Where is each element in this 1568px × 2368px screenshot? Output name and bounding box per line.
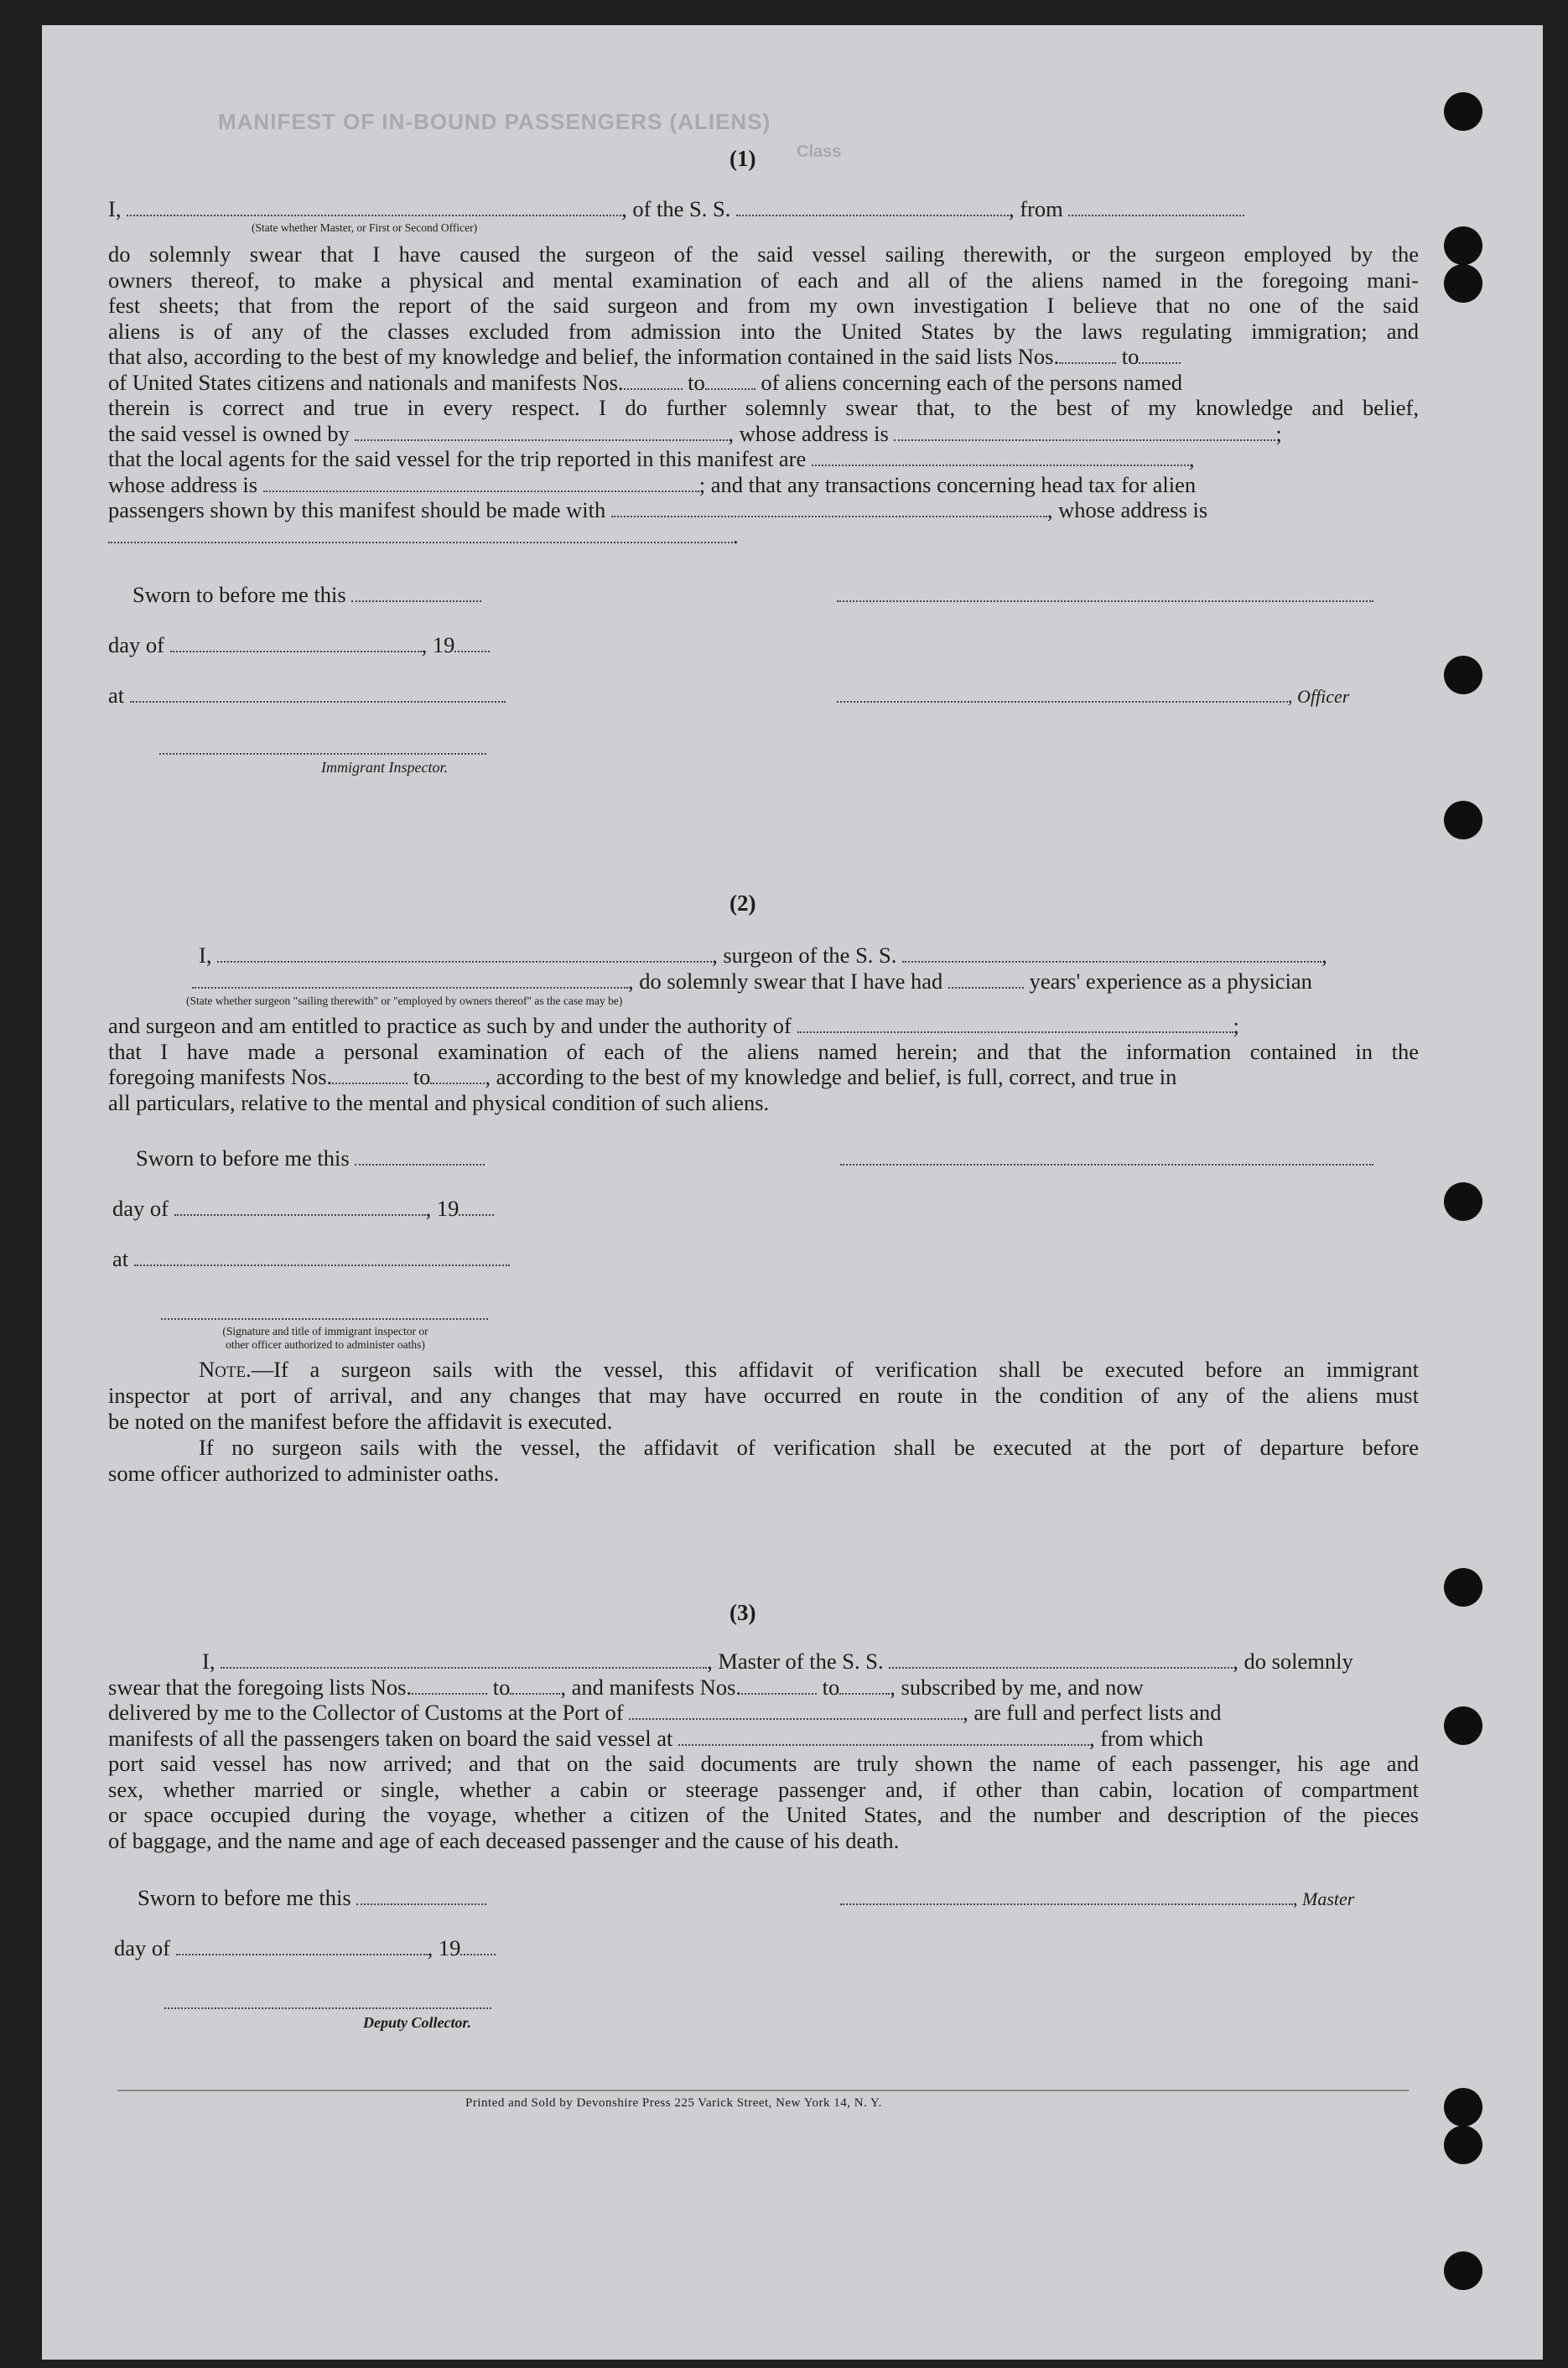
agents-address-field[interactable] bbox=[263, 474, 699, 492]
day-of-line: day of , 19 bbox=[108, 632, 490, 658]
year-field[interactable] bbox=[460, 1937, 496, 1955]
body-line: all particulars, relative to the mental and physical condition of such aliens. bbox=[108, 1089, 770, 1115]
body-line: or space occupied during the voyage, whether a citizen of the United States, and the number and description of the pieces bbox=[108, 1802, 1419, 1827]
note-block bbox=[108, 1357, 1419, 1487]
owner-address-field[interactable] bbox=[894, 423, 1275, 441]
inspector-caption: Immigrant Inspector. bbox=[321, 759, 448, 776]
day-of-line: day of , 19 bbox=[114, 1935, 496, 1961]
surgeon-signature-line[interactable] bbox=[840, 1162, 1373, 1166]
officer-name-field[interactable] bbox=[127, 198, 621, 216]
master-manifests-from-field[interactable] bbox=[741, 1676, 817, 1695]
surgeon-manifests-from-field[interactable] bbox=[332, 1066, 408, 1084]
master-line: , Master bbox=[840, 1885, 1354, 1911]
section-2-first-line: I, , surgeon of the S. S. , , do solemnly swear that I have had years' experience as a physician bbox=[108, 943, 1419, 994]
embarkation-port-field[interactable] bbox=[678, 1727, 1089, 1746]
inspector-signature-line[interactable] bbox=[159, 751, 486, 755]
note-label: Note. bbox=[199, 1357, 252, 1382]
authority-field[interactable] bbox=[797, 1015, 1233, 1033]
binder-hole bbox=[1444, 226, 1482, 265]
binder-hole bbox=[1444, 264, 1482, 303]
master-name-field[interactable] bbox=[221, 1650, 707, 1669]
lists-to-field[interactable] bbox=[1139, 345, 1181, 364]
manifests-to-field[interactable] bbox=[705, 371, 755, 390]
lists-from-field[interactable] bbox=[1059, 345, 1116, 364]
body-line: therein is correct and true in every respect. I do further solemnly swear that, to the best of my knowledge and belief, bbox=[108, 395, 1419, 420]
at-place-field[interactable] bbox=[134, 1248, 510, 1266]
surgeon-manifests-to-field[interactable] bbox=[430, 1066, 485, 1084]
sworn-day-field[interactable] bbox=[355, 1147, 485, 1166]
footer-rule bbox=[117, 2090, 1409, 2091]
note-line: inspector at port of arrival, and any changes that may have occurred en route in the condition of any of the aliens must bbox=[108, 1383, 1419, 1408]
master-signature-field[interactable] bbox=[840, 1887, 1293, 1905]
binder-hole bbox=[1444, 1706, 1482, 1745]
officer-line: , Officer bbox=[837, 683, 1349, 709]
section-3-number: (3) bbox=[729, 1600, 756, 1625]
sworn-line: Sworn to before me this bbox=[138, 1885, 486, 1911]
binder-hole bbox=[1444, 2251, 1482, 2290]
master-manifests-to-field[interactable] bbox=[839, 1676, 890, 1695]
sworn-day-field[interactable] bbox=[351, 584, 481, 602]
agents-field[interactable] bbox=[812, 448, 1189, 466]
year-field[interactable] bbox=[459, 1197, 494, 1216]
section-3-body: I, , Master of the S. S. , do solemnly swear that the foregoing lists Nos. to , and manifests Nos. to , subscribed by me, and now delivered by me to the Collector of Customs at the Port of , are full and perfect lists and manifests of all the passengers taken on board the said vessel at , from which port said vessel has now arrived; and that on the said documents are truly shown the name of each passenger, his age and sex, whether married or single, whether a cabin or steerage passenger and, if other than cabin, location of compartment or space occupied during the voyage, whether a citizen of the United States, and the number and description of the pieces of baggage, and the name and age of each deceased passenger and the cause of his death. bbox=[108, 1649, 1419, 1853]
body-line: aliens is of any of the classes excluded from admission into the United States by the laws regulating immigration; and bbox=[108, 318, 1419, 344]
section-1-body: do solemnly swear that I have caused the surgeon of the said vessel sailing therewith, or the surgeon employed by the owners thereof, to make a physical and mental examination of each and all of the aliens named in the foregoing mani- fest sheets; that from the report of the said surgeon and from my own investigation I believe that no one of the said aliens is of any of the classes excluded from admission into the United States by the laws regulating immigration; and that also, according to the best of my knowledge and belief, the information contained in the said lists Nos. to of United States citizens and nationals and manifests Nos. to of aliens concerning each of the persons named therein is correct and true in every respect. I do further solemnly swear that, to the best of my knowledge and belief, the said vessel is owned by , whose address is ; that the local agents for the said vessel for the trip reported in this manifest are , whose address is ; and that any transactions concerning head tax for alien passengers shown by this manifest should be made with , whose address is . bbox=[108, 241, 1419, 548]
binder-hole bbox=[1444, 1182, 1482, 1221]
binder-hole bbox=[1444, 801, 1482, 839]
note-line: some officer authorized to administer oaths. bbox=[108, 1461, 500, 1486]
experience-years-field[interactable] bbox=[948, 970, 1024, 989]
owner-field[interactable] bbox=[355, 423, 728, 441]
day-of-field[interactable] bbox=[176, 1937, 428, 1955]
vessel-name-field[interactable] bbox=[736, 198, 1009, 216]
at-line: at bbox=[108, 683, 506, 709]
sworn-line: Sworn to before me this bbox=[132, 582, 481, 608]
at-line: at bbox=[112, 1246, 510, 1272]
binder-hole bbox=[1444, 2088, 1482, 2127]
body-line: sex, whether married or single, whether a cabin or steerage passenger and, if other than cabin, location of compartment bbox=[108, 1776, 1419, 1802]
section-1-caption: (State whether Master, or First or Second Officer) bbox=[252, 221, 478, 234]
year-field[interactable] bbox=[454, 634, 490, 652]
binder-hole bbox=[1444, 1568, 1482, 1607]
officer-title-field[interactable] bbox=[837, 684, 1288, 703]
section-2-body: and surgeon and am entitled to practice as such by and under the authority of ; that I have made a personal examination of each of the aliens named herein; and that the information contained in the foregoing manifests Nos. to , according to the best of my knowledge and belief, is full, correct, and true in all particulars, relative to the mental and physical condition of such aliens. bbox=[108, 1013, 1419, 1115]
section-2-number: (2) bbox=[729, 891, 756, 916]
surgeon-vessel-field[interactable] bbox=[902, 944, 1321, 963]
body-line: do solemnly swear that I have caused the surgeon of the said vessel sailing therewith, or the surgeon employed by the bbox=[108, 241, 1419, 267]
port-field[interactable] bbox=[629, 1701, 963, 1720]
headtax-address-field[interactable] bbox=[108, 525, 733, 543]
body-line: port said vessel has now arrived; and that on the said documents are truly shown the name of each passenger, his age and bbox=[108, 1751, 1419, 1776]
sworn-day-field[interactable] bbox=[356, 1887, 486, 1905]
day-of-field[interactable] bbox=[170, 634, 422, 652]
signature-caption: (Signature and title of immigrant inspector or other officer authorized to administer oaths) bbox=[222, 1325, 428, 1351]
day-of-line: day of , 19 bbox=[112, 1196, 494, 1222]
master-vessel-field[interactable] bbox=[889, 1650, 1233, 1669]
body-line: of baggage, and the name and age of each deceased passenger and the cause of his death. bbox=[108, 1827, 900, 1853]
section-1-number: (1) bbox=[729, 146, 756, 171]
section-2-caption: (State whether surgeon "sailing therewith" or "employed by owners thereof" as the case may be) bbox=[186, 994, 623, 1007]
sworn-line: Sworn to before me this bbox=[136, 1145, 485, 1171]
surgeon-status-field[interactable] bbox=[192, 970, 628, 989]
note-line: Note.—If a surgeon sails with the vessel, this affidavit of verification shall be executed before an immigrant bbox=[199, 1357, 1419, 1382]
day-of-field[interactable] bbox=[174, 1197, 426, 1216]
binder-hole bbox=[1444, 92, 1482, 131]
faint-header-class: Class bbox=[797, 143, 842, 161]
body-line: that I have made a personal examination of each of the aliens named herein; and that the information contained in the bbox=[108, 1038, 1419, 1064]
binder-hole bbox=[1444, 656, 1482, 694]
master-lists-to-field[interactable] bbox=[510, 1676, 560, 1695]
officer-signature-line[interactable] bbox=[837, 599, 1373, 602]
surgeon-name-field[interactable] bbox=[217, 944, 712, 963]
at-place-field[interactable] bbox=[130, 684, 506, 703]
note-line: If no surgeon sails with the vessel, the affidavit of verification shall be executed at the port of departure before bbox=[199, 1435, 1419, 1460]
manifests-from-field[interactable] bbox=[624, 371, 683, 390]
binder-hole bbox=[1444, 2126, 1482, 2164]
body-line: owners thereof, to make a physical and mental examination of each and all of the aliens named in the foregoing mani- bbox=[108, 267, 1419, 293]
inspector-signature-line[interactable] bbox=[161, 1316, 488, 1320]
headtax-contact-field[interactable] bbox=[611, 499, 1047, 517]
body-line: fest sheets; that from the report of the said surgeon and from my own investigation I believe that no one of the said bbox=[108, 293, 1419, 318]
printer-imprint: Printed and Sold by Devonshire Press 225 Varick Street, New York 14, N. Y. bbox=[465, 2096, 882, 2110]
document-page bbox=[42, 25, 1543, 2360]
master-lists-from-field[interactable] bbox=[412, 1676, 487, 1695]
deputy-caption: Deputy Collector. bbox=[363, 2014, 471, 2031]
section-1-first-line: I, , of the S. S. , from bbox=[108, 196, 1419, 222]
deputy-signature-line[interactable] bbox=[164, 2006, 491, 2009]
from-port-field[interactable] bbox=[1068, 198, 1244, 216]
note-line: be noted on the manifest before the affidavit is executed. bbox=[108, 1409, 613, 1434]
faint-header-title: MANIFEST OF IN-BOUND PASSENGERS (ALIENS) bbox=[218, 109, 771, 134]
